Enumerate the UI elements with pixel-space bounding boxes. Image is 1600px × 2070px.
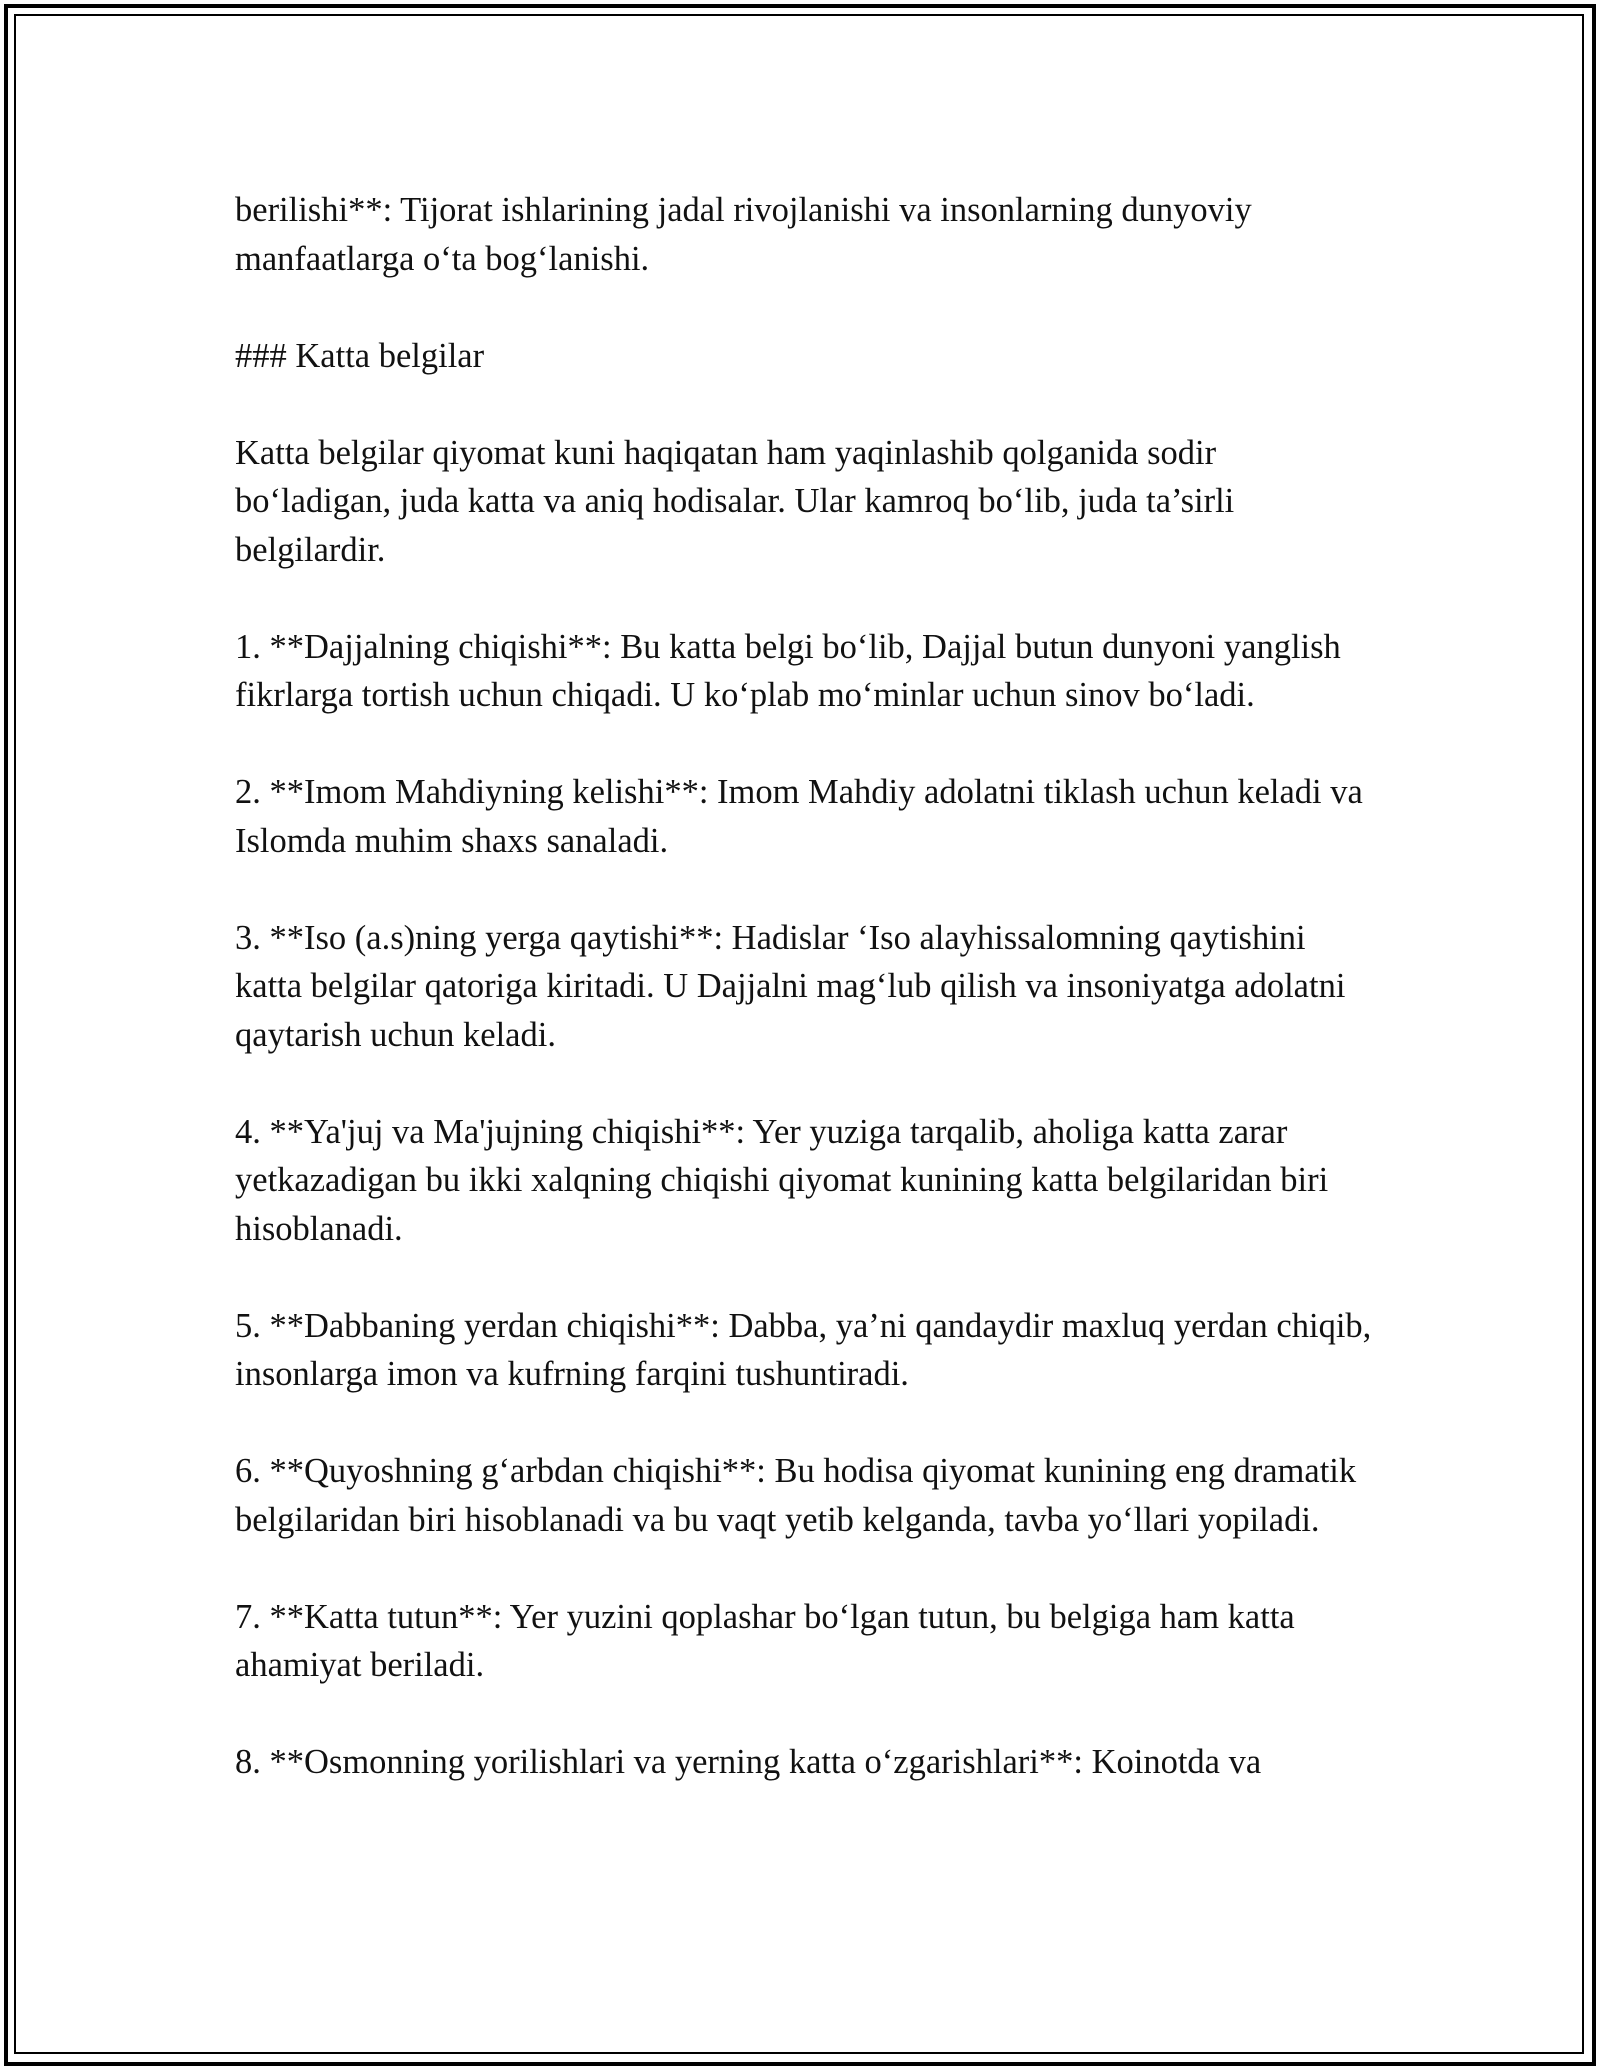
list-item: 8. **Osmonning yorilishlari va yerning katta oʻzgarishlari**: Koinotda va <box>235 1743 1262 1781</box>
list-item: 7. **Katta tutun**: Yer yuzini qoplashar boʻlgan tutun, bu belgiga ham katta ahamiyat beriladi. <box>235 1597 1295 1684</box>
list-item: 4. **Ya'juj va Ma'jujning chiqishi**: Yer yuziga tarqalib, aholiga katta zarar yetkazadigan bu ikki xalqning chiqishi qiyomat kunining katta belgilaridan biri hisoblanadi. <box>235 1112 1329 1248</box>
paragraph-continuation: berilishi**: Tijorat ishlarining jadal rivojlanishi va insonlarning dunyoviy manfaatlarga oʻta bogʻlanishi. <box>235 191 1252 278</box>
paragraph-intro: Katta belgilar qiyomat kuni haqiqatan ham yaqinlashib qolganida sodir boʻladigan, juda katta va aniq hodisalar. Ular kamroq boʻlib, juda ta’sirli belgilardir. <box>235 433 1235 569</box>
list-item: 3. **Iso (a.s)ning yerga qaytishi**: Hadislar ʻIso alayhissalomning qaytishini katta belgilar qatoriga kiritadi. U Dajjalni magʻlub qilish va insoniyatga adolatni qaytarish uchun keladi. <box>235 918 1346 1054</box>
list-item: 6. **Quyoshning gʻarbdan chiqishi**: Bu hodisa qiyomat kunining eng dramatik belgilaridan biri hisoblanadi va bu vaqt yetib kelganda, tavba yoʻllari yopiladi. <box>235 1452 1357 1539</box>
list-item: 1. **Dajjalning chiqishi**: Bu katta belgi boʻlib, Dajjal butun dunyoni yanglish fikrlarga tortish uchun chiqadi. U koʻplab moʻminlar uchun sinov boʻladi. <box>235 627 1341 714</box>
section-heading: ### Katta belgilar <box>235 336 485 375</box>
document-body <box>235 186 1375 1835</box>
list-item: 5. **Dabbaning yerdan chiqishi**: Dabba, ya’ni qandaydir maxluq yerdan chiqib, insonlarga imon va kufrning farqini tushuntiradi. <box>235 1306 1372 1393</box>
list-item: 2. **Imom Mahdiyning kelishi**: Imom Mahdiy adolatni tiklash uchun keladi va Islomda muhim shaxs sanaladi. <box>235 773 1363 860</box>
